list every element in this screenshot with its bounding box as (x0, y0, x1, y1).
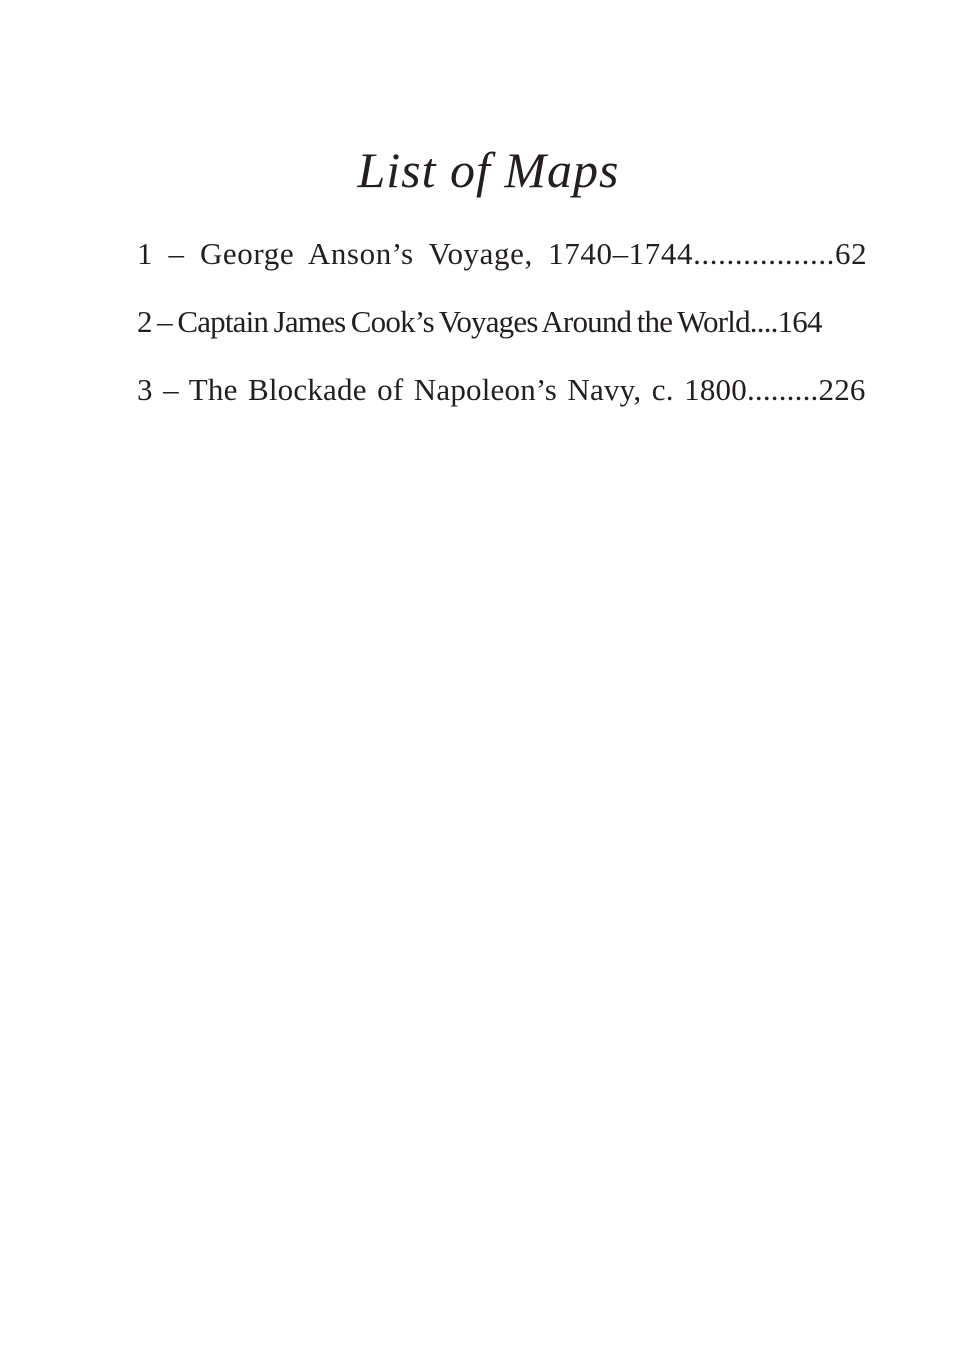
leader-dots: .... (749, 304, 778, 339)
leader-dots: ......... (746, 372, 819, 407)
map-entry (137, 372, 866, 407)
entry-number: 3 (137, 372, 153, 407)
map-entry (137, 236, 868, 271)
entry-title: The Blockade of Napoleon’s Navy, c. 1800 (188, 372, 747, 407)
entry-separator: – (163, 372, 179, 407)
map-entry (137, 304, 822, 339)
entry-title: Captain James Cook’s Voyages Around the World (177, 304, 750, 339)
entry-page-number: 62 (835, 236, 868, 271)
entry-number: 2 (137, 304, 152, 339)
entry-separator: – (168, 236, 185, 271)
entry-page-number: 164 (777, 304, 822, 339)
page-title: List of Maps (357, 142, 620, 198)
entry-page-number: 226 (818, 372, 866, 407)
leader-dots: ................. (693, 236, 836, 271)
entry-number: 1 (137, 236, 154, 271)
entry-separator: – (157, 304, 172, 339)
entry-title: George Anson’s Voyage, 1740–1744 (199, 236, 694, 271)
list-of-maps (0, 236, 868, 407)
